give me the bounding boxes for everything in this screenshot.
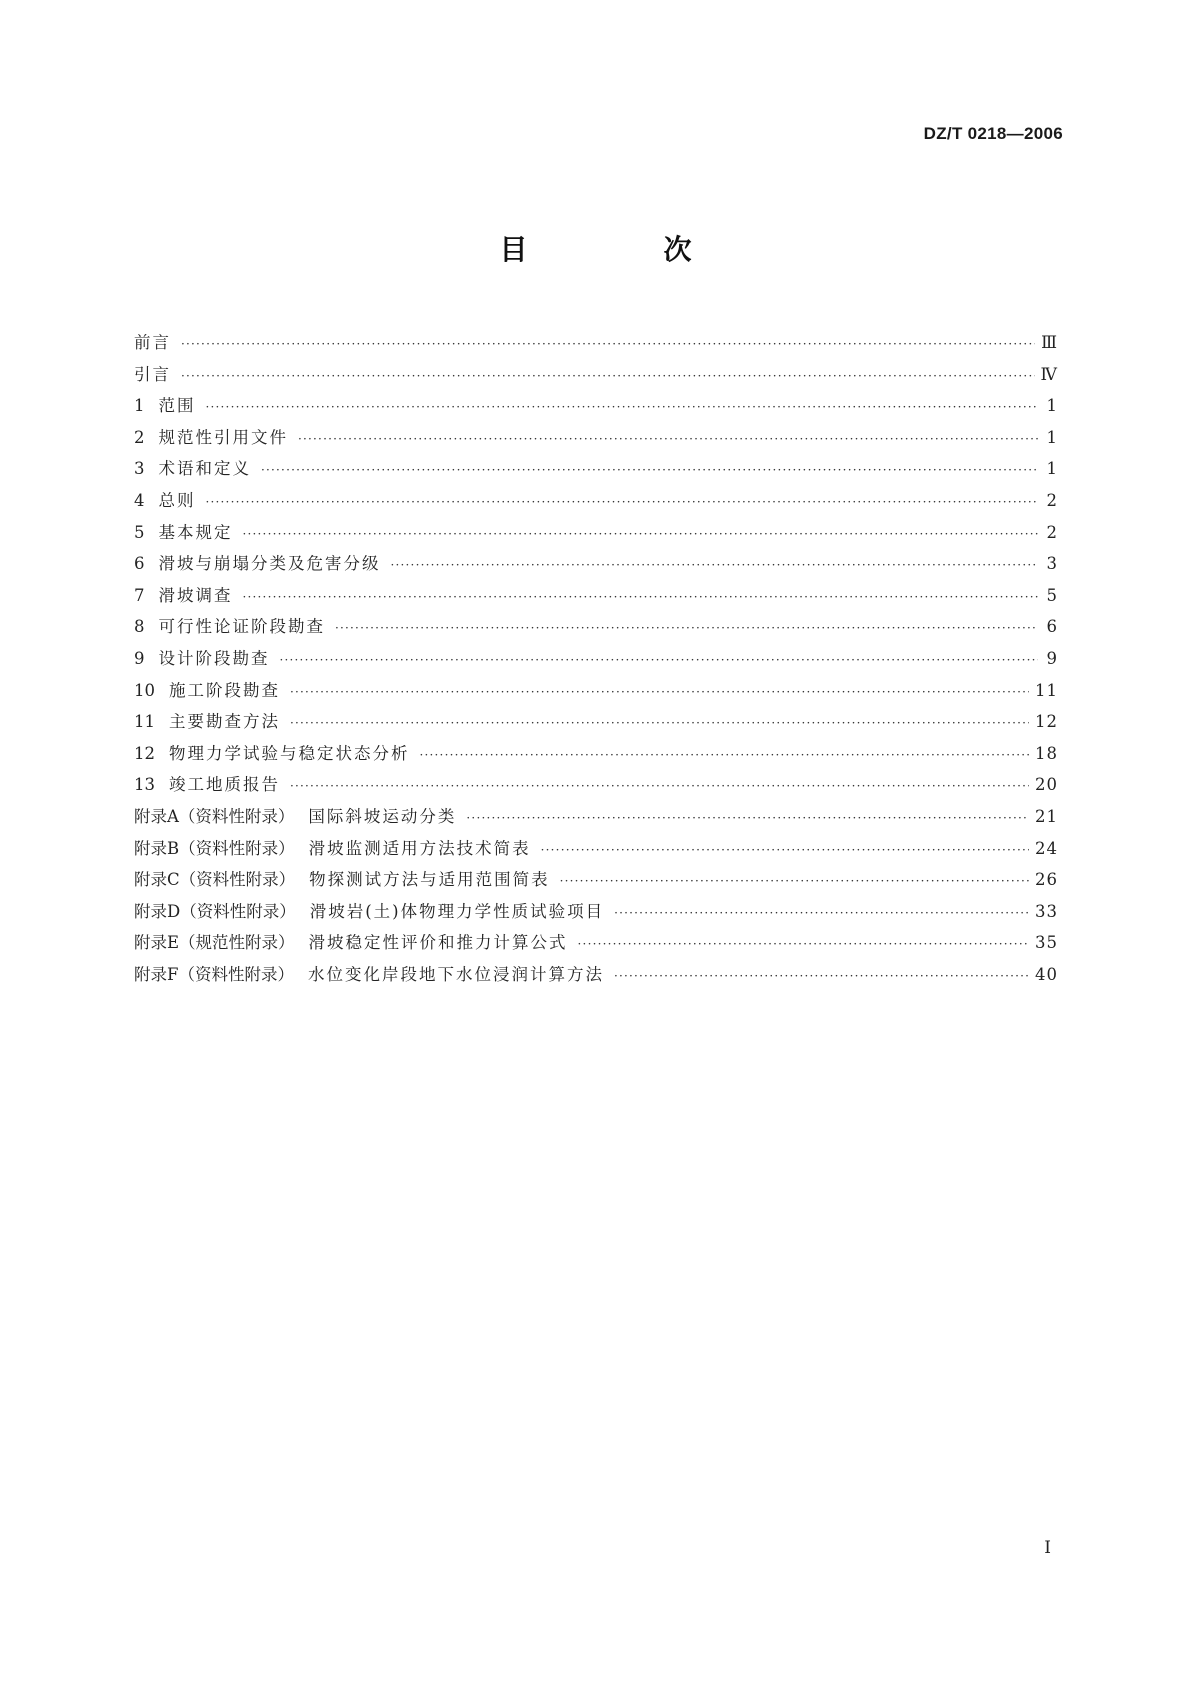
toc-entry-title: 设计阶段勘查 <box>158 648 270 668</box>
toc-dot-leader <box>261 455 1038 487</box>
toc-entry-page: 1 <box>1046 427 1058 447</box>
toc-entry-number: 6 <box>134 554 145 574</box>
toc-dot-leader <box>298 424 1038 456</box>
toc-dot-leader <box>614 961 1029 993</box>
toc-entry-number: 12 <box>134 743 155 763</box>
toc-entry-number: 5 <box>134 522 145 542</box>
toc-entry-page: 20 <box>1035 775 1058 795</box>
toc-entry-title: 水位变化岸段地下水位浸润计算方法 <box>307 964 604 984</box>
toc-dot-leader <box>335 613 1038 645</box>
toc-entry-page: 21 <box>1035 806 1058 826</box>
toc-entry-page: 33 <box>1035 901 1058 921</box>
toc-entry-page: 40 <box>1035 964 1058 984</box>
toc-entry-number: 8 <box>134 617 145 637</box>
toc-entry[interactable] <box>134 769 1058 801</box>
toc-entry-page: 12 <box>1035 712 1058 732</box>
table-of-contents <box>134 327 1058 990</box>
toc-entry-title: 术语和定义 <box>158 459 251 479</box>
toc-dot-leader <box>290 677 1029 709</box>
toc-entry-number: 2 <box>134 427 145 447</box>
toc-entry[interactable] <box>134 896 1058 928</box>
toc-dot-leader <box>280 645 1039 677</box>
toc-entry-title: 物理力学试验与稳定状态分析 <box>169 743 410 763</box>
toc-entry[interactable] <box>134 675 1058 707</box>
toc-entry-title: 滑坡稳定性评价和推力计算公式 <box>308 933 568 953</box>
toc-entry-number: 1 <box>134 396 145 416</box>
toc-entry-title: 滑坡调查 <box>158 585 233 605</box>
toc-entry-title: 滑坡监测适用方法技术简表 <box>308 838 531 858</box>
toc-entry-page: 3 <box>1046 554 1058 574</box>
toc-dot-leader <box>181 329 1035 361</box>
toc-dot-leader <box>560 866 1029 898</box>
toc-entry-number: 4 <box>134 490 145 510</box>
toc-entry-page: 1 <box>1046 396 1058 416</box>
toc-dot-leader <box>541 835 1029 867</box>
toc-entry-number: 3 <box>134 459 145 479</box>
toc-entry[interactable] <box>134 864 1058 896</box>
toc-entry[interactable] <box>134 548 1058 580</box>
toc-entry-title: 滑坡岩(土)体物理力学性质试验项目 <box>309 901 605 921</box>
toc-entry[interactable] <box>134 485 1058 517</box>
toc-entry[interactable] <box>134 359 1058 391</box>
toc-entry-title: 主要勘查方法 <box>169 712 280 732</box>
toc-entry-title: 基本规定 <box>158 522 233 542</box>
toc-entry-number: 附录D（资料性附录） <box>134 901 296 921</box>
toc-entry-page: Ⅳ <box>1040 364 1058 384</box>
page-title: 目 次 <box>499 233 746 266</box>
toc-entry-title: 滑坡与崩塌分类及危害分级 <box>158 554 381 574</box>
toc-entry-title: 前言 <box>134 333 171 352</box>
toc-entry-number: 附录B（资料性附录） <box>134 838 295 858</box>
toc-entry[interactable] <box>134 801 1058 833</box>
toc-entry-page: Ⅲ <box>1041 333 1058 352</box>
toc-entry[interactable] <box>134 422 1058 454</box>
toc-entry[interactable] <box>134 959 1058 991</box>
toc-entry-page: 2 <box>1046 490 1058 510</box>
toc-entry-title: 范围 <box>158 396 196 416</box>
toc-entry-page: 2 <box>1046 522 1058 542</box>
toc-entry-number: 附录E（规范性附录） <box>134 933 295 953</box>
toc-dot-leader <box>243 582 1039 614</box>
toc-entry-title: 规范性引用文件 <box>158 427 288 447</box>
toc-entry-number: 7 <box>134 585 145 605</box>
toc-entry-number: 10 <box>134 680 155 700</box>
toc-entry-page: 24 <box>1035 838 1058 858</box>
toc-entry-title: 竣工地质报告 <box>169 775 280 795</box>
toc-entry-page: 5 <box>1046 585 1058 605</box>
page-number: I <box>1044 1538 1051 1558</box>
toc-entry-number: 附录C（资料性附录） <box>134 870 296 890</box>
toc-dot-leader <box>206 487 1039 519</box>
toc-entry-number: 11 <box>134 712 155 732</box>
toc-entry-page: 11 <box>1035 680 1058 700</box>
toc-dot-leader <box>290 771 1029 803</box>
toc-entry[interactable] <box>134 738 1058 770</box>
toc-entry-title: 可行性论证阶段勘查 <box>158 617 325 637</box>
toc-dot-leader <box>466 803 1029 835</box>
toc-entry-page: 1 <box>1046 459 1058 479</box>
toc-dot-leader <box>181 361 1035 393</box>
toc-entry[interactable] <box>134 390 1058 422</box>
toc-entry[interactable] <box>134 643 1058 675</box>
toc-entry-title: 总则 <box>158 490 196 510</box>
toc-entry-page: 35 <box>1035 933 1058 953</box>
toc-entry-title: 施工阶段勘查 <box>169 680 280 700</box>
toc-entry-number: 13 <box>134 775 155 795</box>
toc-dot-leader <box>243 519 1039 551</box>
toc-entry-number: 附录A（资料性附录） <box>134 806 295 826</box>
toc-entry[interactable] <box>134 833 1058 865</box>
document-code: DZ/T 0218—2006 <box>923 124 1063 143</box>
toc-dot-leader <box>420 740 1030 772</box>
toc-entry[interactable] <box>134 706 1058 738</box>
toc-entry-page: 18 <box>1035 743 1058 763</box>
toc-dot-leader <box>206 392 1039 424</box>
toc-dot-leader <box>578 929 1029 961</box>
toc-entry[interactable] <box>134 517 1058 549</box>
toc-dot-leader <box>391 550 1039 582</box>
toc-dot-leader <box>614 898 1029 930</box>
toc-entry[interactable] <box>134 611 1058 643</box>
toc-entry-title: 引言 <box>134 364 171 384</box>
toc-entry-title: 国际斜坡运动分类 <box>308 806 457 826</box>
toc-entry-title: 物探测试方法与适用范围简表 <box>309 870 550 890</box>
toc-entry-number: 9 <box>134 648 145 668</box>
toc-entry-page: 26 <box>1035 870 1058 890</box>
toc-entry-page: 9 <box>1046 648 1058 668</box>
toc-dot-leader <box>290 708 1029 740</box>
toc-entry[interactable] <box>134 927 1058 959</box>
toc-entry-number: 附录F（资料性附录） <box>134 964 294 984</box>
toc-entry[interactable] <box>134 453 1058 485</box>
toc-entry[interactable] <box>134 327 1058 359</box>
toc-entry[interactable] <box>134 580 1058 612</box>
toc-entry-page: 6 <box>1046 617 1058 637</box>
